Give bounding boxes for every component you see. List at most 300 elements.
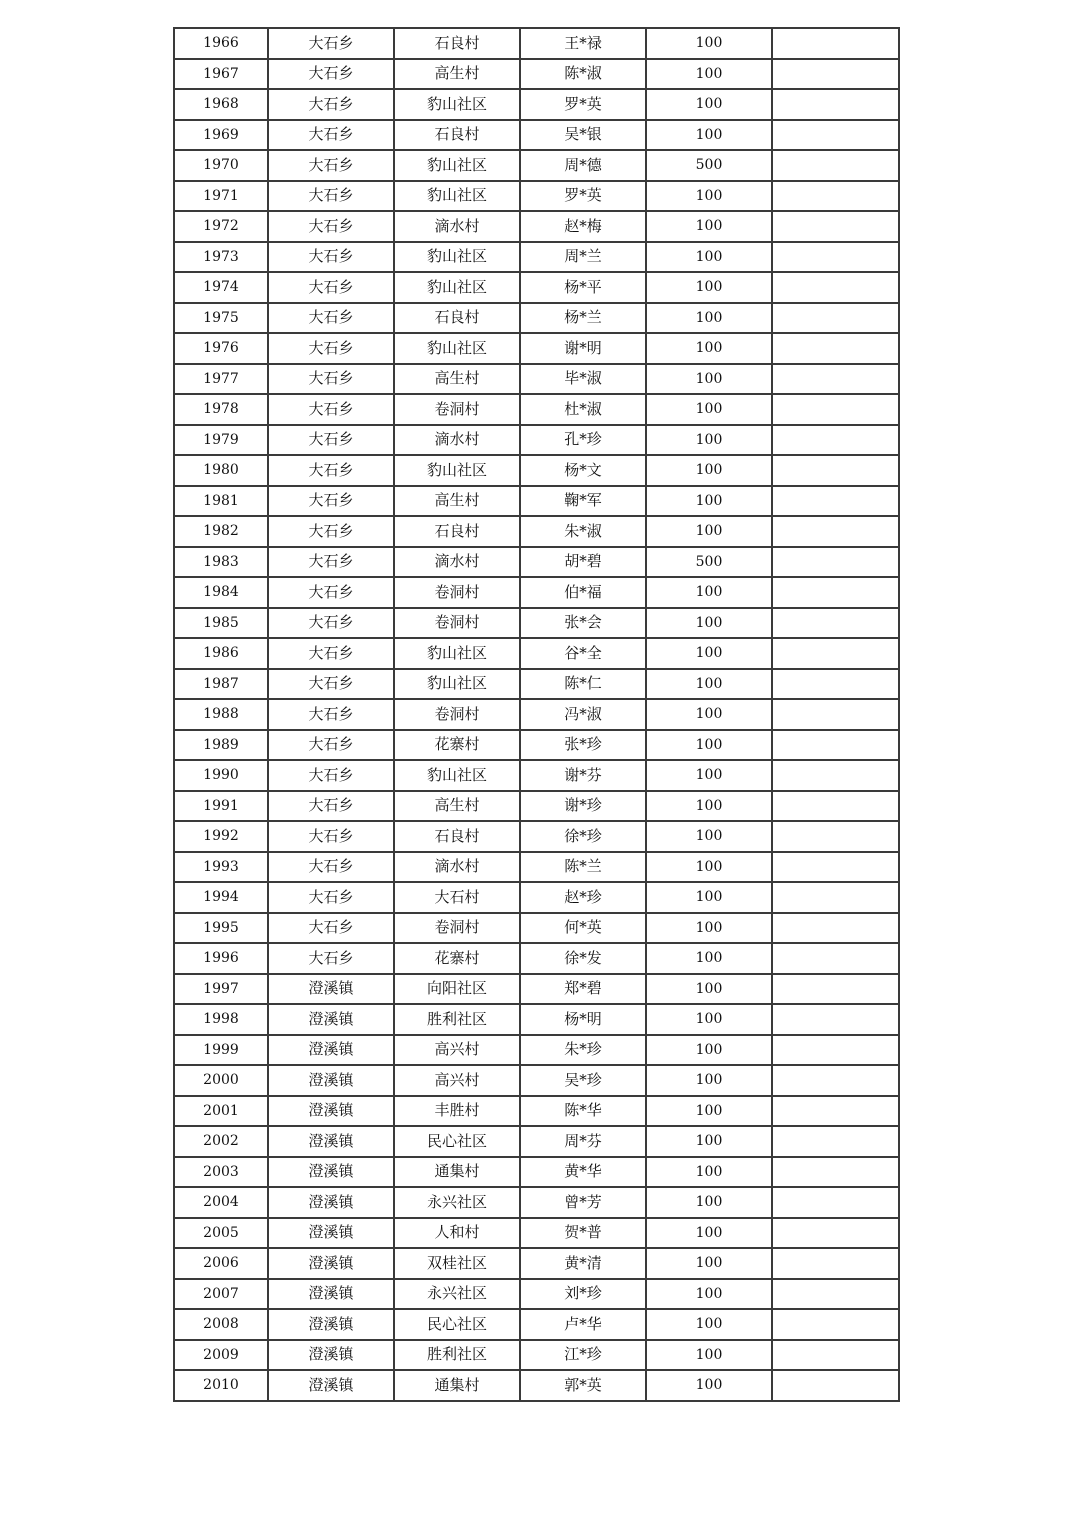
- cell-person-name: 谢*珍: [520, 791, 646, 822]
- table-row: [174, 181, 899, 212]
- cell-person-name: 陈*淑: [520, 59, 646, 90]
- table-row: [174, 455, 899, 486]
- table-row: [174, 333, 899, 364]
- cell-township: 澄溪镇: [268, 1370, 394, 1401]
- cell-person-name: 罗*英: [520, 89, 646, 120]
- cell-village: 高生村: [394, 59, 520, 90]
- cell-amount: 100: [646, 1309, 772, 1340]
- cell-person-name: 赵*梅: [520, 211, 646, 242]
- cell-remark: [772, 730, 899, 761]
- cell-township: 澄溪镇: [268, 1126, 394, 1157]
- cell-person-name: 吴*珍: [520, 1065, 646, 1096]
- table-row: [174, 1340, 899, 1371]
- cell-township: 大石乡: [268, 913, 394, 944]
- cell-amount: 100: [646, 1279, 772, 1310]
- table-row: [174, 1218, 899, 1249]
- cell-village: 卷洞村: [394, 394, 520, 425]
- cell-person-name: 陈*华: [520, 1096, 646, 1127]
- cell-village: 胜利社区: [394, 1004, 520, 1035]
- cell-village: 石良村: [394, 516, 520, 547]
- table-row: [174, 1309, 899, 1340]
- cell-village: 卷洞村: [394, 699, 520, 730]
- cell-village: 永兴社区: [394, 1187, 520, 1218]
- cell-serial-number: 1978: [174, 394, 268, 425]
- table-row: [174, 1126, 899, 1157]
- cell-amount: 100: [646, 425, 772, 456]
- cell-township: 澄溪镇: [268, 1035, 394, 1066]
- cell-serial-number: 1990: [174, 760, 268, 791]
- cell-township: 大石乡: [268, 455, 394, 486]
- cell-township: 澄溪镇: [268, 1096, 394, 1127]
- cell-remark: [772, 1157, 899, 1188]
- cell-remark: [772, 791, 899, 822]
- cell-serial-number: 2010: [174, 1370, 268, 1401]
- cell-township: 大石乡: [268, 943, 394, 974]
- table-row: [174, 669, 899, 700]
- cell-serial-number: 2002: [174, 1126, 268, 1157]
- cell-amount: 100: [646, 608, 772, 639]
- cell-serial-number: 1971: [174, 181, 268, 212]
- table-row: [174, 211, 899, 242]
- cell-amount: 100: [646, 242, 772, 273]
- cell-serial-number: 1981: [174, 486, 268, 517]
- cell-township: 大石乡: [268, 821, 394, 852]
- cell-serial-number: 1989: [174, 730, 268, 761]
- cell-township: 大石乡: [268, 547, 394, 578]
- cell-remark: [772, 1187, 899, 1218]
- cell-township: 大石乡: [268, 669, 394, 700]
- cell-person-name: 罗*英: [520, 181, 646, 212]
- cell-remark: [772, 882, 899, 913]
- cell-village: 豹山社区: [394, 638, 520, 669]
- cell-amount: 500: [646, 547, 772, 578]
- cell-township: 澄溪镇: [268, 1187, 394, 1218]
- table-row: [174, 1096, 899, 1127]
- cell-village: 高生村: [394, 791, 520, 822]
- cell-township: 大石乡: [268, 882, 394, 913]
- cell-person-name: 江*珍: [520, 1340, 646, 1371]
- cell-person-name: 郑*碧: [520, 974, 646, 1005]
- cell-township: 大石乡: [268, 272, 394, 303]
- cell-township: 大石乡: [268, 333, 394, 364]
- cell-township: 澄溪镇: [268, 1157, 394, 1188]
- cell-person-name: 冯*淑: [520, 699, 646, 730]
- cell-person-name: 杜*淑: [520, 394, 646, 425]
- cell-person-name: 刘*珍: [520, 1279, 646, 1310]
- cell-village: 豹山社区: [394, 333, 520, 364]
- cell-remark: [772, 1004, 899, 1035]
- cell-remark: [772, 1309, 899, 1340]
- table-row: [174, 242, 899, 273]
- cell-township: 澄溪镇: [268, 1248, 394, 1279]
- cell-township: 大石乡: [268, 303, 394, 334]
- cell-remark: [772, 1096, 899, 1127]
- cell-township: 澄溪镇: [268, 1279, 394, 1310]
- cell-remark: [772, 89, 899, 120]
- cell-amount: 100: [646, 577, 772, 608]
- cell-village: 豹山社区: [394, 89, 520, 120]
- cell-village: 人和村: [394, 1218, 520, 1249]
- cell-serial-number: 1974: [174, 272, 268, 303]
- cell-serial-number: 1982: [174, 516, 268, 547]
- table-row: [174, 394, 899, 425]
- table-row: [174, 59, 899, 90]
- cell-serial-number: 1973: [174, 242, 268, 273]
- cell-amount: 100: [646, 974, 772, 1005]
- cell-person-name: 胡*碧: [520, 547, 646, 578]
- table-row: [174, 1035, 899, 1066]
- cell-remark: [772, 608, 899, 639]
- cell-township: 大石乡: [268, 577, 394, 608]
- cell-serial-number: 1993: [174, 852, 268, 883]
- cell-township: 大石乡: [268, 181, 394, 212]
- cell-serial-number: 1998: [174, 1004, 268, 1035]
- table-row: [174, 974, 899, 1005]
- cell-serial-number: 2008: [174, 1309, 268, 1340]
- table-row: [174, 608, 899, 639]
- cell-remark: [772, 211, 899, 242]
- cell-village: 民心社区: [394, 1126, 520, 1157]
- cell-village: 豹山社区: [394, 181, 520, 212]
- cell-serial-number: 1994: [174, 882, 268, 913]
- cell-person-name: 朱*淑: [520, 516, 646, 547]
- table-row: [174, 486, 899, 517]
- cell-serial-number: 1972: [174, 211, 268, 242]
- cell-serial-number: 1996: [174, 943, 268, 974]
- cell-serial-number: 2006: [174, 1248, 268, 1279]
- cell-township: 大石乡: [268, 211, 394, 242]
- table-row: [174, 516, 899, 547]
- table-row: [174, 1370, 899, 1401]
- cell-person-name: 朱*珍: [520, 1035, 646, 1066]
- cell-township: 大石乡: [268, 638, 394, 669]
- cell-township: 大石乡: [268, 364, 394, 395]
- cell-village: 卷洞村: [394, 913, 520, 944]
- cell-serial-number: 2009: [174, 1340, 268, 1371]
- cell-serial-number: 1999: [174, 1035, 268, 1066]
- cell-person-name: 杨*文: [520, 455, 646, 486]
- cell-township: 大石乡: [268, 516, 394, 547]
- cell-serial-number: 2005: [174, 1218, 268, 1249]
- cell-remark: [772, 364, 899, 395]
- cell-township: 澄溪镇: [268, 1065, 394, 1096]
- cell-village: 高生村: [394, 486, 520, 517]
- cell-amount: 100: [646, 59, 772, 90]
- cell-amount: 100: [646, 333, 772, 364]
- cell-township: 大石乡: [268, 791, 394, 822]
- cell-village: 滴水村: [394, 547, 520, 578]
- cell-village: 卷洞村: [394, 577, 520, 608]
- cell-village: 花寨村: [394, 730, 520, 761]
- cell-serial-number: 2004: [174, 1187, 268, 1218]
- cell-person-name: 黄*清: [520, 1248, 646, 1279]
- table-row: [174, 791, 899, 822]
- cell-serial-number: 1968: [174, 89, 268, 120]
- cell-person-name: 周*兰: [520, 242, 646, 273]
- cell-amount: 100: [646, 791, 772, 822]
- cell-township: 大石乡: [268, 486, 394, 517]
- cell-amount: 100: [646, 1157, 772, 1188]
- cell-remark: [772, 1248, 899, 1279]
- cell-village: 豹山社区: [394, 455, 520, 486]
- cell-village: 滴水村: [394, 211, 520, 242]
- cell-amount: 100: [646, 1187, 772, 1218]
- cell-village: 胜利社区: [394, 1340, 520, 1371]
- cell-village: 向阳社区: [394, 974, 520, 1005]
- cell-remark: [772, 943, 899, 974]
- cell-person-name: 王*禄: [520, 28, 646, 59]
- cell-remark: [772, 974, 899, 1005]
- cell-amount: 100: [646, 211, 772, 242]
- cell-amount: 100: [646, 516, 772, 547]
- cell-person-name: 张*珍: [520, 730, 646, 761]
- table-row: [174, 272, 899, 303]
- cell-amount: 100: [646, 272, 772, 303]
- cell-amount: 100: [646, 120, 772, 151]
- cell-serial-number: 1995: [174, 913, 268, 944]
- cell-village: 高兴村: [394, 1065, 520, 1096]
- cell-serial-number: 1983: [174, 547, 268, 578]
- cell-village: 通集村: [394, 1370, 520, 1401]
- roster-table: [173, 27, 900, 1402]
- cell-village: 民心社区: [394, 1309, 520, 1340]
- cell-amount: 100: [646, 394, 772, 425]
- cell-township: 澄溪镇: [268, 1218, 394, 1249]
- cell-amount: 100: [646, 730, 772, 761]
- cell-remark: [772, 303, 899, 334]
- cell-township: 大石乡: [268, 242, 394, 273]
- cell-remark: [772, 333, 899, 364]
- cell-remark: [772, 821, 899, 852]
- cell-person-name: 周*芬: [520, 1126, 646, 1157]
- cell-person-name: 曾*芳: [520, 1187, 646, 1218]
- cell-amount: 100: [646, 181, 772, 212]
- cell-amount: 100: [646, 1035, 772, 1066]
- cell-remark: [772, 1035, 899, 1066]
- cell-person-name: 贺*普: [520, 1218, 646, 1249]
- cell-amount: 100: [646, 1340, 772, 1371]
- cell-amount: 100: [646, 638, 772, 669]
- cell-village: 豹山社区: [394, 150, 520, 181]
- cell-serial-number: 1970: [174, 150, 268, 181]
- table-row: [174, 852, 899, 883]
- cell-remark: [772, 242, 899, 273]
- table-row: [174, 577, 899, 608]
- table-row: [174, 1279, 899, 1310]
- cell-person-name: 杨*平: [520, 272, 646, 303]
- cell-township: 澄溪镇: [268, 1004, 394, 1035]
- cell-person-name: 鞠*军: [520, 486, 646, 517]
- cell-township: 澄溪镇: [268, 974, 394, 1005]
- cell-person-name: 卢*华: [520, 1309, 646, 1340]
- cell-amount: 100: [646, 913, 772, 944]
- table-row: [174, 882, 899, 913]
- cell-township: 大石乡: [268, 59, 394, 90]
- cell-serial-number: 2001: [174, 1096, 268, 1127]
- cell-person-name: 谢*明: [520, 333, 646, 364]
- cell-serial-number: 1986: [174, 638, 268, 669]
- cell-person-name: 何*英: [520, 913, 646, 944]
- cell-person-name: 陈*兰: [520, 852, 646, 883]
- cell-amount: 100: [646, 1126, 772, 1157]
- cell-village: 高生村: [394, 364, 520, 395]
- cell-person-name: 吴*银: [520, 120, 646, 151]
- cell-person-name: 伯*福: [520, 577, 646, 608]
- cell-remark: [772, 577, 899, 608]
- cell-amount: 100: [646, 486, 772, 517]
- cell-person-name: 孔*珍: [520, 425, 646, 456]
- cell-serial-number: 2007: [174, 1279, 268, 1310]
- cell-amount: 100: [646, 455, 772, 486]
- cell-serial-number: 1997: [174, 974, 268, 1005]
- table-row: [174, 1004, 899, 1035]
- cell-remark: [772, 852, 899, 883]
- table-row: [174, 1157, 899, 1188]
- cell-remark: [772, 272, 899, 303]
- cell-remark: [772, 547, 899, 578]
- cell-village: 石良村: [394, 303, 520, 334]
- cell-serial-number: 1984: [174, 577, 268, 608]
- cell-township: 大石乡: [268, 120, 394, 151]
- cell-amount: 100: [646, 852, 772, 883]
- cell-remark: [772, 1218, 899, 1249]
- cell-remark: [772, 150, 899, 181]
- cell-remark: [772, 1279, 899, 1310]
- cell-amount: 100: [646, 1096, 772, 1127]
- cell-township: 大石乡: [268, 425, 394, 456]
- cell-person-name: 杨*明: [520, 1004, 646, 1035]
- roster-table-body: [174, 28, 899, 1401]
- cell-village: 豹山社区: [394, 760, 520, 791]
- cell-remark: [772, 516, 899, 547]
- cell-village: 双桂社区: [394, 1248, 520, 1279]
- cell-village: 滴水村: [394, 852, 520, 883]
- cell-remark: [772, 486, 899, 517]
- cell-remark: [772, 455, 899, 486]
- cell-village: 花寨村: [394, 943, 520, 974]
- cell-township: 大石乡: [268, 28, 394, 59]
- table-row: [174, 89, 899, 120]
- table-row: [174, 1065, 899, 1096]
- cell-village: 高兴村: [394, 1035, 520, 1066]
- cell-amount: 100: [646, 882, 772, 913]
- cell-amount: 100: [646, 943, 772, 974]
- cell-serial-number: 2003: [174, 1157, 268, 1188]
- cell-serial-number: 1980: [174, 455, 268, 486]
- table-row: [174, 1248, 899, 1279]
- cell-person-name: 陈*仁: [520, 669, 646, 700]
- table-row: [174, 699, 899, 730]
- cell-amount: 100: [646, 28, 772, 59]
- cell-township: 大石乡: [268, 89, 394, 120]
- cell-person-name: 张*会: [520, 608, 646, 639]
- cell-village: 石良村: [394, 120, 520, 151]
- table-row: [174, 364, 899, 395]
- document-page: [173, 27, 900, 1402]
- cell-remark: [772, 1126, 899, 1157]
- cell-person-name: 杨*兰: [520, 303, 646, 334]
- cell-township: 大石乡: [268, 852, 394, 883]
- cell-remark: [772, 28, 899, 59]
- cell-serial-number: 1987: [174, 669, 268, 700]
- cell-remark: [772, 425, 899, 456]
- cell-serial-number: 1977: [174, 364, 268, 395]
- table-row: [174, 943, 899, 974]
- cell-serial-number: 1985: [174, 608, 268, 639]
- table-row: [174, 730, 899, 761]
- cell-village: 豹山社区: [394, 272, 520, 303]
- cell-serial-number: 1966: [174, 28, 268, 59]
- table-row: [174, 303, 899, 334]
- table-row: [174, 150, 899, 181]
- cell-amount: 100: [646, 1004, 772, 1035]
- cell-township: 大石乡: [268, 699, 394, 730]
- cell-person-name: 谷*全: [520, 638, 646, 669]
- cell-township: 大石乡: [268, 760, 394, 791]
- cell-remark: [772, 669, 899, 700]
- cell-remark: [772, 1065, 899, 1096]
- cell-remark: [772, 913, 899, 944]
- cell-amount: 100: [646, 1218, 772, 1249]
- cell-remark: [772, 394, 899, 425]
- cell-village: 卷洞村: [394, 608, 520, 639]
- cell-amount: 100: [646, 1065, 772, 1096]
- cell-amount: 100: [646, 364, 772, 395]
- cell-amount: 100: [646, 699, 772, 730]
- cell-village: 永兴社区: [394, 1279, 520, 1310]
- cell-village: 石良村: [394, 28, 520, 59]
- cell-person-name: 周*德: [520, 150, 646, 181]
- table-row: [174, 120, 899, 151]
- cell-serial-number: 1976: [174, 333, 268, 364]
- cell-serial-number: 1988: [174, 699, 268, 730]
- cell-township: 澄溪镇: [268, 1340, 394, 1371]
- cell-remark: [772, 699, 899, 730]
- cell-amount: 100: [646, 1370, 772, 1401]
- cell-serial-number: 1991: [174, 791, 268, 822]
- table-row: [174, 1187, 899, 1218]
- cell-serial-number: 1969: [174, 120, 268, 151]
- cell-remark: [772, 120, 899, 151]
- table-row: [174, 638, 899, 669]
- cell-person-name: 徐*发: [520, 943, 646, 974]
- cell-village: 石良村: [394, 821, 520, 852]
- cell-village: 滴水村: [394, 425, 520, 456]
- cell-amount: 100: [646, 821, 772, 852]
- cell-serial-number: 1975: [174, 303, 268, 334]
- cell-amount: 100: [646, 1248, 772, 1279]
- cell-person-name: 黄*华: [520, 1157, 646, 1188]
- cell-serial-number: 2000: [174, 1065, 268, 1096]
- cell-amount: 100: [646, 669, 772, 700]
- cell-amount: 100: [646, 303, 772, 334]
- cell-village: 大石村: [394, 882, 520, 913]
- cell-remark: [772, 1340, 899, 1371]
- cell-person-name: 徐*珍: [520, 821, 646, 852]
- cell-remark: [772, 638, 899, 669]
- cell-person-name: 赵*珍: [520, 882, 646, 913]
- cell-serial-number: 1967: [174, 59, 268, 90]
- cell-remark: [772, 181, 899, 212]
- cell-remark: [772, 1370, 899, 1401]
- cell-amount: 100: [646, 89, 772, 120]
- table-row: [174, 425, 899, 456]
- table-row: [174, 760, 899, 791]
- cell-township: 大石乡: [268, 394, 394, 425]
- table-row: [174, 913, 899, 944]
- cell-amount: 100: [646, 760, 772, 791]
- cell-township: 大石乡: [268, 608, 394, 639]
